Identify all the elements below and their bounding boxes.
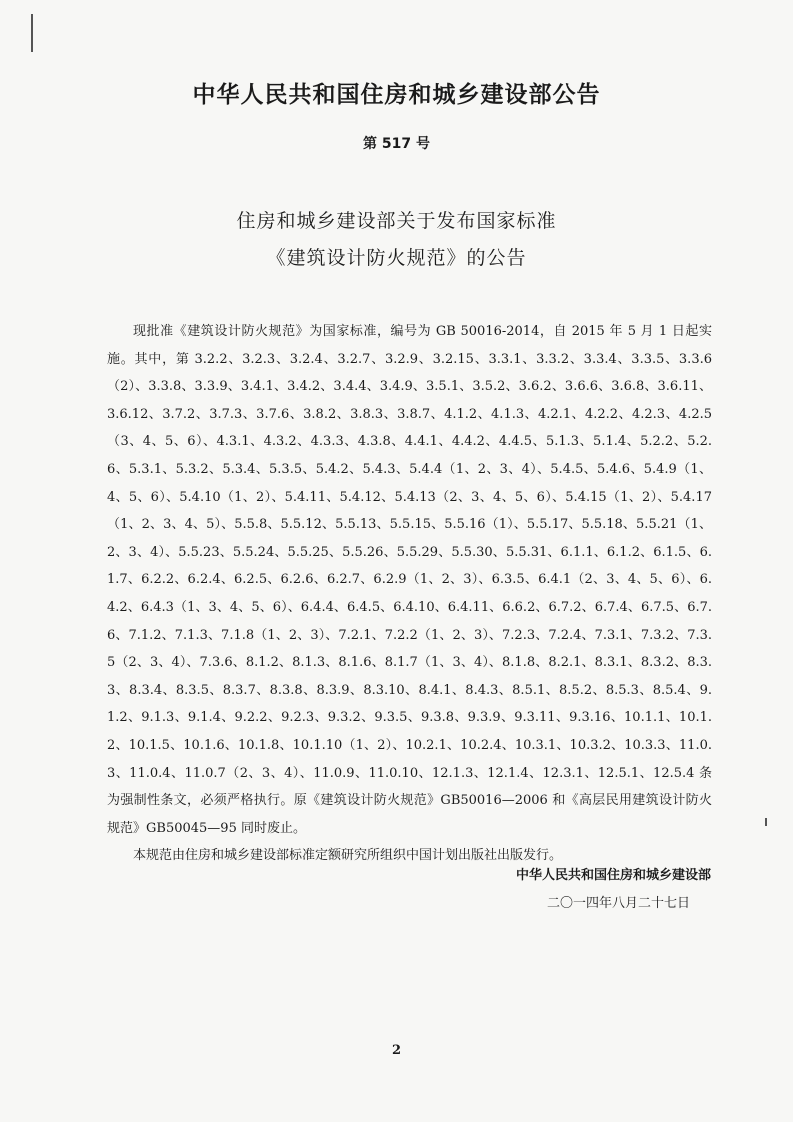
subtitle-line-2: 《建筑设计防火规范》的公告 xyxy=(266,247,527,269)
announcement-title: 中华人民共和国住房和城乡建设部公告 xyxy=(192,82,601,108)
body-paragraph: 本规范由住房和城乡建设部标准定额研究所组织中国计划出版社出版发行。 xyxy=(133,848,563,864)
issue-date: 二〇一四年八月二十七日 xyxy=(546,896,690,911)
announcement-body xyxy=(107,318,712,870)
page-number: 2 xyxy=(391,1043,402,1058)
scan-mark xyxy=(765,818,767,826)
subtitle-line-1: 住房和城乡建设部关于发布国家标准 xyxy=(236,210,557,232)
issuer-signature: 中华人民共和国住房和城乡建设部 xyxy=(515,868,711,883)
scan-mark xyxy=(31,14,33,52)
body-paragraph: 现批准《建筑设计防火规范》为国家标准，编号为 GB 50016-2014，自 2015 年 5 月 1 日起实施。其中，第 3.2.2、3.2.3、3.2.4、3.2.7、3.2.9、3.2.15、3.3.1、3.3.2、3.3.4、3.3.5、3.3.6（2）、3.3.8、3.3.9、3.4.1、3.4.2、3.4.4、3.4.9、3.5.1、3.5.2、3.6.2、3.6.6、3.6.8、3.6.11、3.6.12、3.7.2、3.7.3、3.7.6、3.8.2、3.8.3、3.8.7、4.1.2、4.1.3、4.2.1、4.2.2、4.2.3、4.2.5（3、4、5、6）、4.3.1、4.3.2、4.3.3、4.3.8、4.4.1、4.4.2、4.4.5、5.1.3、5.1.4、5.2.2、5.2.6、5.3.1、5.3.2、5.3.4、5.3.5、5.4.2、5.4.3、5.4.4（1、2、3、4）、5.4.5、5.4.6、5.4.9（1、4、5、6）、5.4.10（1、2）、5.4.11、5.4.12、5.4.13（2、3、4、5、6）、5.4.15（1、2）、5.4.17（1、2、3、4、5）、5.5.8、5.5.12、5.5.13、5.5.15、5.5.16（1）、5.5.17、5.5.18、5.5.21（1、2、3、4）、5.5.23、5.5.24、5.5.25、5.5.26、5.5.29、5.5.30、5.5.31、6.1.1、6.1.2、6.1.5、6.1.7、6.2.2、6.2.4、6.2.5、6.2.6、6.2.7、6.2.9（1、2、3）、6.3.5、6.4.1（2、3、4、5、6）、6.4.2、6.4.3（1、3、4、5、6）、6.4.4、6.4.5、6.4.10、6.4.11、6.6.2、6.7.2、6.7.4、6.7.5、6.7.6、7.1.2、7.1.3、7.1.8（1、2、3）、7.2.1、7.2.2（1、2、3）、7.2.3、7.2.4、7.3.1、7.3.2、7.3.5（2、3、4）、7.3.6、8.1.2、8.1.3、8.1.6、8.1.7（1、3、4）、8.1.8、8.2.1、8.3.1、8.3.2、8.3.3、8.3.4、8.3.5、8.3.7、8.3.8、8.3.9、8.3.10、8.4.1、8.4.3、8.5.1、8.5.2、8.5.3、8.5.4、9.1.2、9.1.3、9.1.4、9.2.2、9.2.3、9.3.2、9.3.5、9.3.8、9.3.9、9.3.11、9.3.16、10.1.1、10.1.2、10.1.5、10.1.6、10.1.8、10.1.10（1、2）、10.2.1、10.2.4、10.3.1、10.3.2、10.3.3、11.0.3、11.0.4、11.0.7（2、3、4）、11.0.9、11.0.10、12.1.3、12.1.4、12.3.1、12.5.1、12.5.4 条为强制性条文，必须严格执行。原《建筑设计防火规范》GB50016—2006 和《高层民用建筑设计防火规范》GB50045—95 同时废止。 xyxy=(107,324,712,836)
announcement-number: 第 517 号 xyxy=(363,136,430,152)
